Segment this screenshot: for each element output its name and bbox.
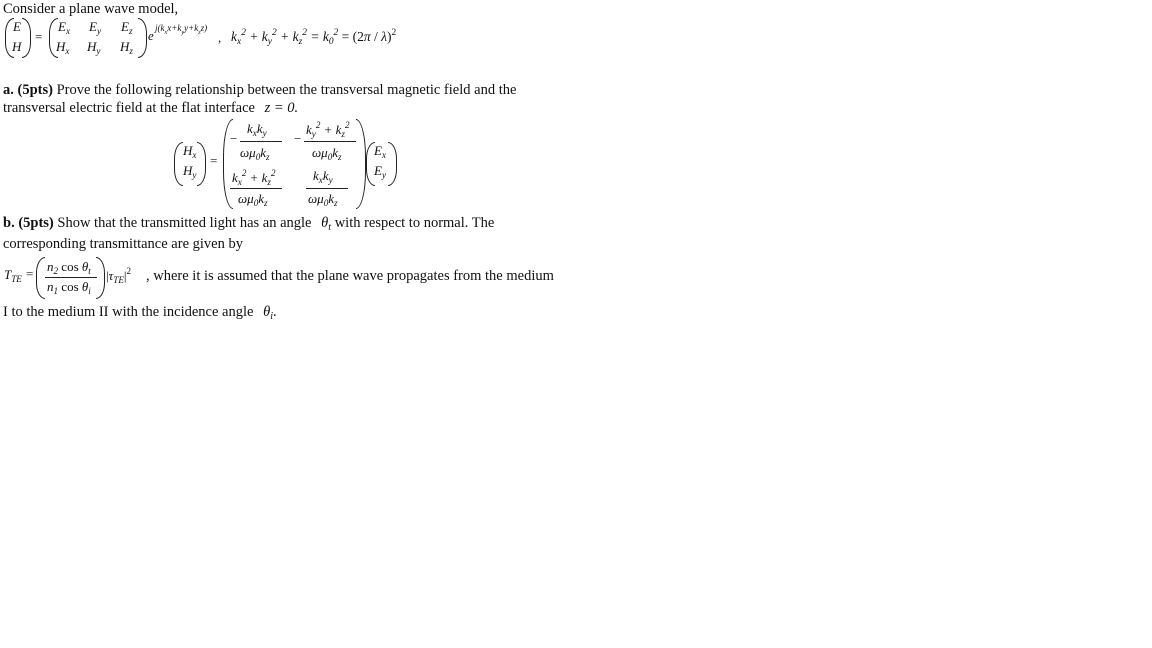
part-b-label: b. (5pts) — [3, 215, 54, 231]
part-a-label: a. (5pts) — [3, 82, 53, 98]
incidence-angle: $\theta_i$ — [263, 304, 274, 322]
part-a-line-2 — [3, 99, 298, 117]
part-b-text-4: , where it is assumed that the plane wave propagates from the medium — [146, 268, 554, 284]
part-a-line-1 — [3, 81, 516, 99]
part-a-text-2: transversal electric field at the flat interface — [3, 100, 255, 116]
transmittance-equation: $T_{TE}$ = $n_2$ $\cos \theta_t$ $n_1$ $\cos \theta_i$ $|\tau_{TE}|^2$ — [0, 255, 150, 301]
part-b-line-1 — [3, 214, 494, 237]
part-b-line-5: I to the medium II with the incidence angle $\theta_i$. — [3, 304, 277, 322]
part-b-text-3: corresponding transmittance are given by — [3, 236, 243, 252]
plane-wave-equation: E H = $E_x$ $E_y$ $E_z$ $H_x$ $H_y$ $H_z$ e $j(k_xx+k_yy+k_zz)$ , $k_x^2 + k_y^2 + k_z^2 = k_0^2 = (2\pi / \lambda)^2$ — [0, 16, 420, 60]
transversal-field-relation: $H_x$ $H_y$ = − $k_xk_y$ $\omega\mu_0k_z$ − $k_y^2 + k_z^2$ $\omega\mu_0k_z$ $k_x^2 + k_z^2$ $\omega\mu_0k_z$ $k_xk_y$ $\omega\mu_0k_z$ $E_x$ $E_y$ — [170, 117, 410, 209]
transmitted-angle: $\theta_t$ — [321, 215, 332, 233]
intro-text: Consider a plane wave model, — [3, 1, 179, 17]
part-b-text-1: Show that the transmitted light has an angle — [53, 215, 312, 231]
part-a-condition: z = 0. — [264, 100, 299, 116]
part-b-text-2: with respect to normal. The — [331, 215, 495, 231]
part-a-text-1: Prove the following relationship between the transversal magnetic field and the — [52, 82, 517, 98]
part-b-text-5: I to the medium II with the incidence angle — [3, 304, 254, 320]
